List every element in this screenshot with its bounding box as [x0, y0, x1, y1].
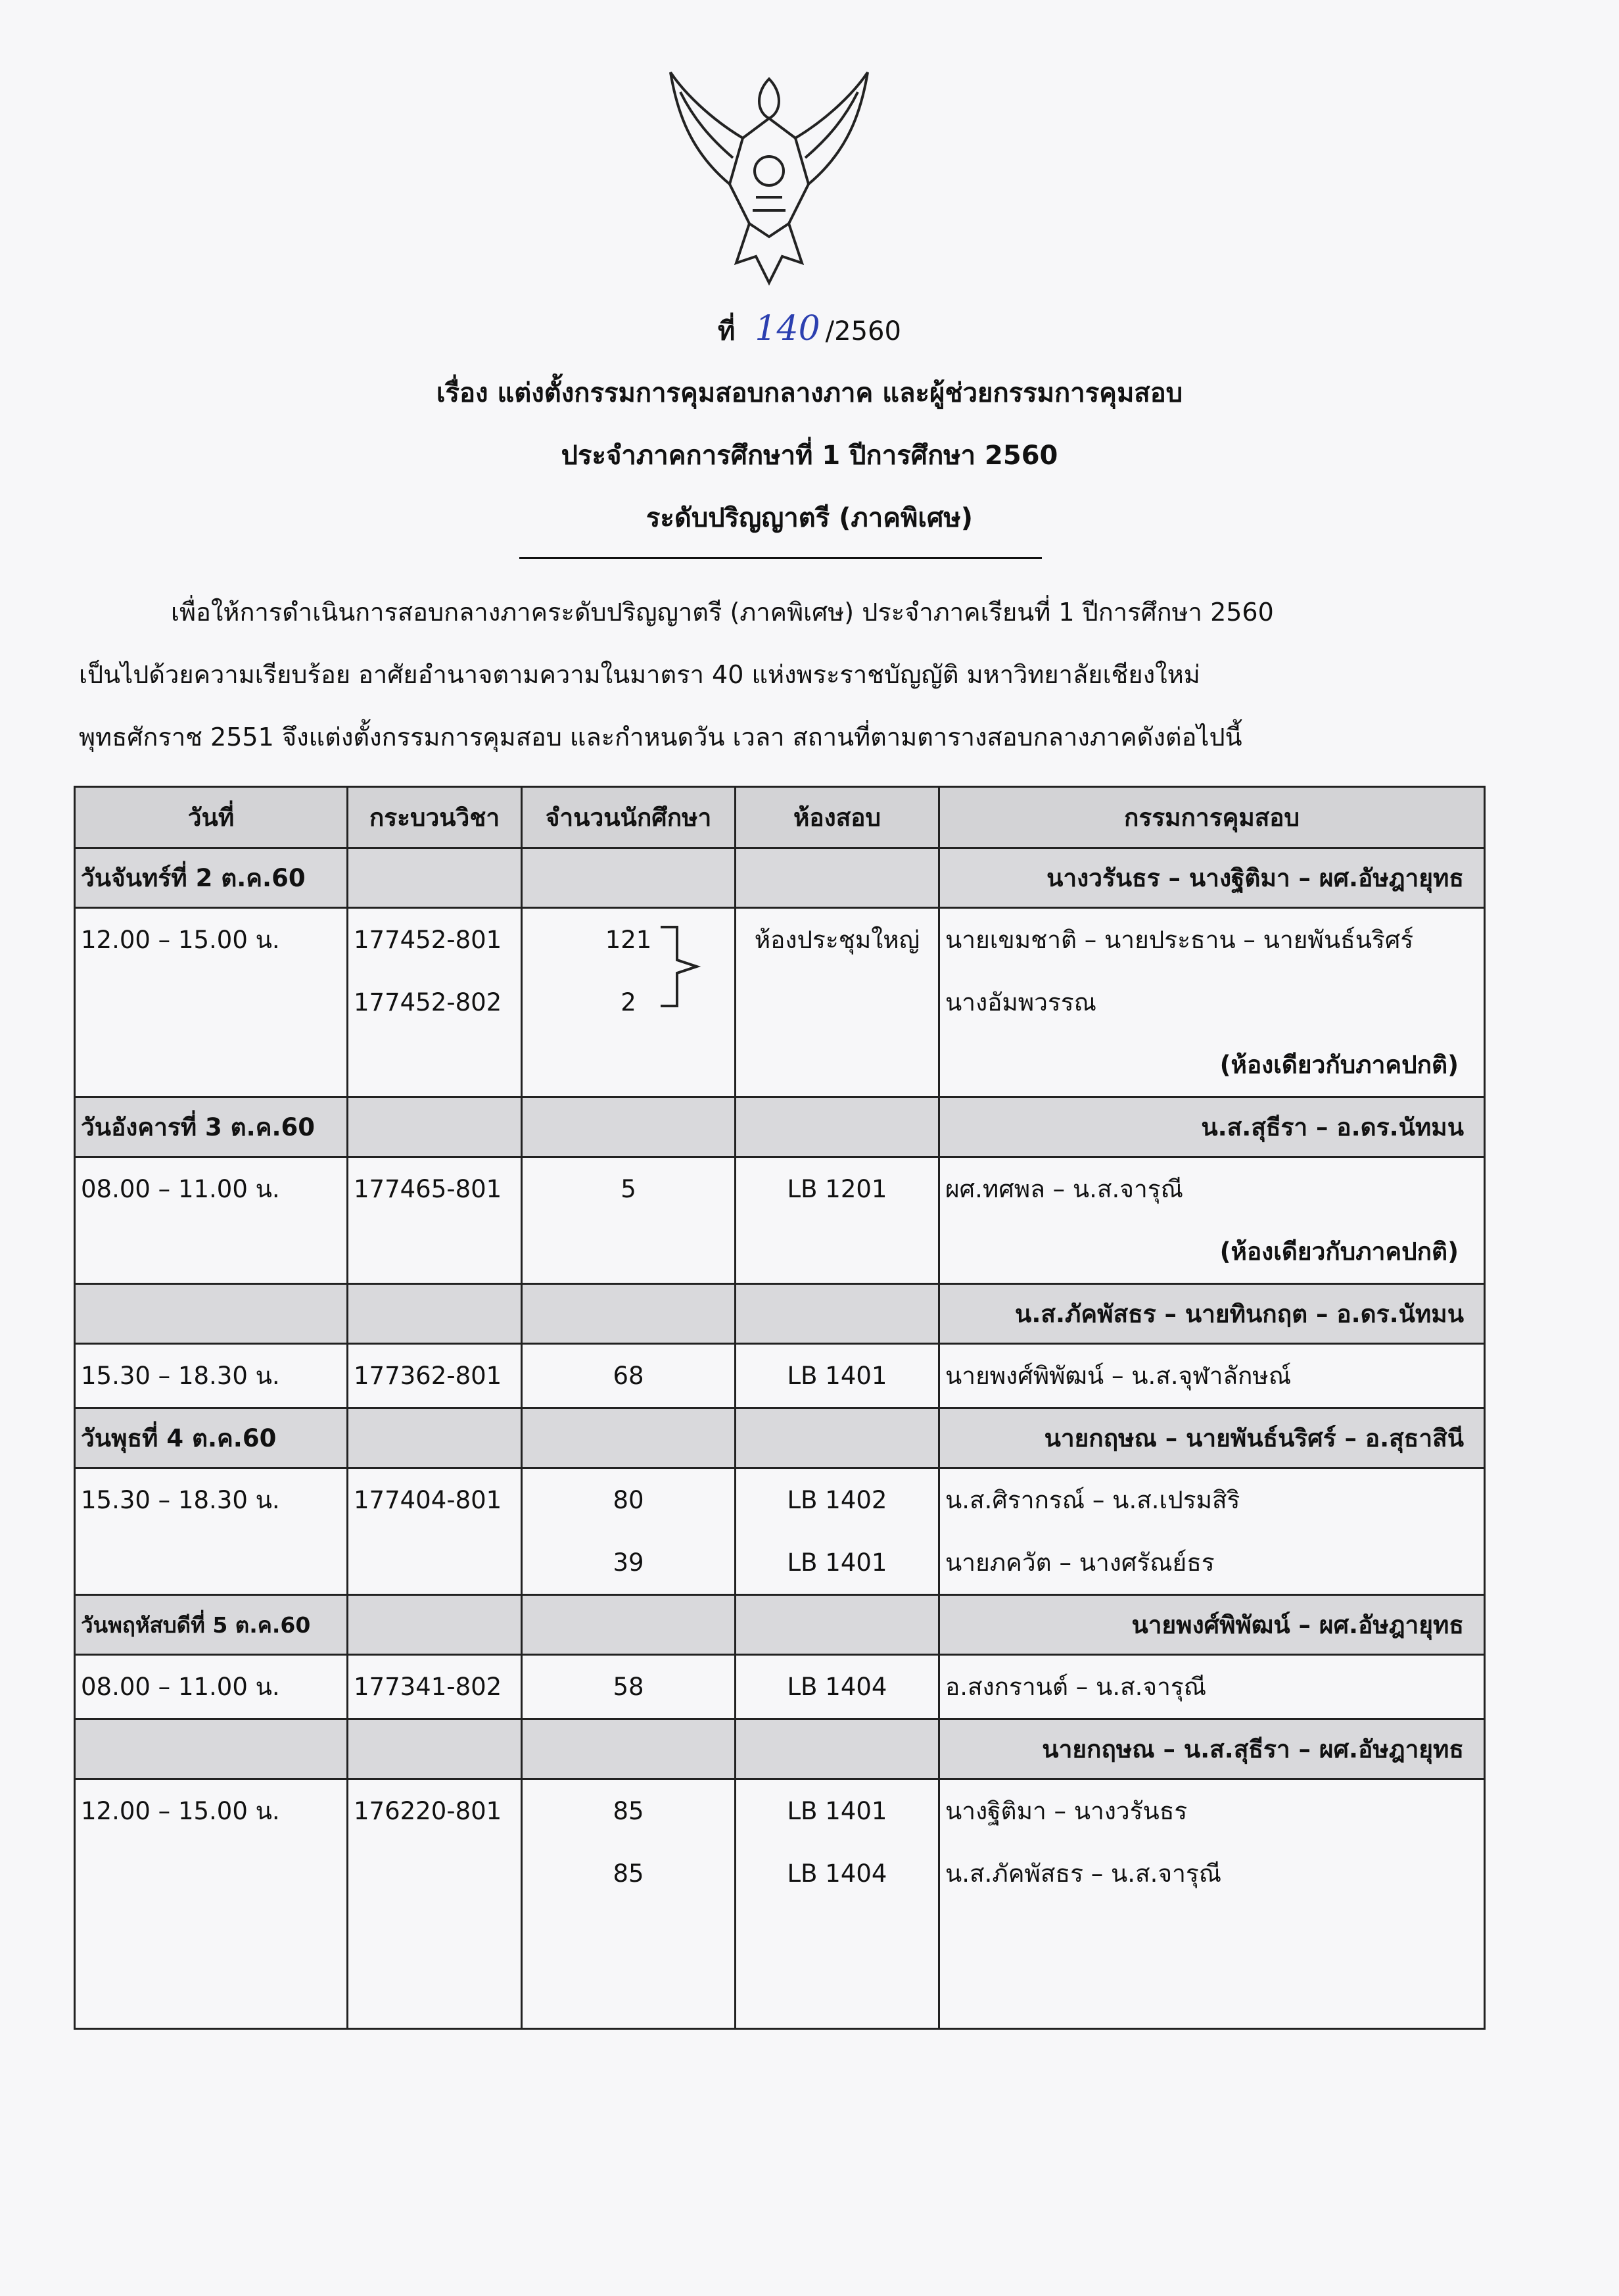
same-room-note: (ห้องเดียวกับภาคปกติ): [1219, 1237, 1459, 1266]
exam-schedule-table: [74, 786, 1486, 2030]
day-row: [75, 1595, 1485, 1655]
grouping-brace-icon: [657, 924, 703, 1009]
subject-title: เรื่อง แต่งตั้งกรรมการคุมสอบกลางภาค และผู้ช่วยกรรมการคุมสอบ: [436, 378, 1183, 408]
day-date: วันพฤหัสบดีที่ 5 ต.ค.60: [75, 1595, 348, 1655]
level-title: ระดับปริญญาตรี (ภาคพิเศษ): [645, 503, 974, 533]
table-header-row: [75, 787, 1485, 848]
student-count: 85: [613, 1859, 644, 1888]
header-course: กระบวนวิชา: [348, 787, 522, 848]
table-row: [75, 1344, 1485, 1408]
doc-no-label: ที่: [718, 316, 736, 347]
course-code: 177404-801: [354, 1486, 502, 1514]
header-date: วันที่: [75, 787, 348, 848]
assistant-proctors: นางอัมพวรรณ: [945, 988, 1096, 1016]
document-number: [0, 309, 1619, 352]
course-code: 177362-801: [354, 1362, 502, 1390]
student-count: 39: [613, 1548, 644, 1577]
assistant-proctors: นายพงศ์พิพัฒน์ – น.ส.จุฬาลักษณ์: [945, 1362, 1292, 1390]
exam-time: 12.00 – 15.00 น.: [81, 926, 280, 954]
course-code: 177452-801: [354, 926, 502, 954]
body-line-2: เป็นไปด้วยความเรียบร้อย อาศัยอำนาจตามความในมาตรา 40 แห่งพระราชบัญญัติ มหาวิทยาลัยเชียงใหม่: [79, 660, 1200, 689]
session-row: [75, 1719, 1485, 1779]
assistant-proctors: นายเขมชาติ – นายประธาน – นายพันธ์นริศร์: [945, 926, 1414, 954]
course-code: 177452-802: [354, 988, 502, 1016]
exam-room: ห้องประชุมใหญ่: [754, 926, 920, 954]
assistant-proctors: ผศ.ทศพล – น.ส.จารุณี: [945, 1175, 1183, 1203]
day-row: [75, 1097, 1485, 1157]
exam-time: 08.00 – 11.00 น.: [81, 1673, 280, 1701]
exam-room: LB 1404: [787, 1859, 887, 1888]
exam-time: 15.30 – 18.30 น.: [81, 1362, 280, 1390]
garuda-emblem-icon: [657, 66, 881, 296]
exam-room: LB 1401: [787, 1362, 887, 1390]
day-proctors: น.ส.สุธีรา – อ.ดร.นัทมน: [939, 1097, 1485, 1157]
student-count: 121: [605, 926, 652, 954]
header-room: ห้องสอบ: [736, 787, 939, 848]
body-line-1: เพื่อให้การดำเนินการสอบกลางภาคระดับปริญญาตรี (ภาคพิเศษ) ประจำภาคเรียนที่ 1 ปีการศึกษา 2560: [171, 598, 1274, 627]
day-proctors: นายกฤษณ – นายพันธ์นริศร์ – อ.สุธาสินี: [939, 1408, 1485, 1468]
table-row: [75, 1655, 1485, 1719]
assistant-proctors: น.ส.ศิรากรณ์ – น.ส.เปรมสิริ: [945, 1486, 1240, 1514]
title-divider: [519, 557, 1042, 559]
doc-no-year: /2560: [825, 316, 901, 347]
course-code: 177465-801: [354, 1175, 502, 1203]
assistant-proctors: นางฐิติมา – นางวรันธร: [945, 1797, 1188, 1825]
table-row: [75, 1157, 1485, 1284]
table-row: [75, 1779, 1485, 2029]
doc-no-handwritten: 140: [755, 309, 820, 348]
exam-room: LB 1401: [787, 1548, 887, 1577]
exam-time: 12.00 – 15.00 น.: [81, 1797, 280, 1825]
header-students: จำนวนนักศึกษา: [522, 787, 736, 848]
semester-title: ประจำภาคการศึกษาที่ 1 ปีการศึกษา 2560: [561, 441, 1058, 471]
exam-room: LB 1201: [787, 1175, 887, 1203]
exam-time: 08.00 – 11.00 น.: [81, 1175, 280, 1203]
exam-time: 15.30 – 18.30 น.: [81, 1486, 280, 1514]
student-count: 58: [613, 1673, 644, 1701]
day-date: วันอังคารที่ 3 ต.ค.60: [75, 1097, 348, 1157]
assistant-proctors: อ.สงกรานต์ – น.ส.จารุณี: [945, 1673, 1207, 1701]
student-count: 85: [613, 1797, 644, 1825]
session-proctors: น.ส.ภัคพัสธร – นายทินกฤต – อ.ดร.นัทมน: [939, 1284, 1485, 1344]
day-date: วันพุธที่ 4 ต.ค.60: [75, 1408, 348, 1468]
exam-room: LB 1401: [787, 1797, 887, 1825]
student-count: 5: [621, 1175, 636, 1203]
session-row: [75, 1284, 1485, 1344]
course-code: 177341-802: [354, 1673, 502, 1701]
same-room-note: (ห้องเดียวกับภาคปกติ): [1219, 1051, 1459, 1079]
student-count: 2: [621, 988, 636, 1016]
table-row: [75, 908, 1485, 1097]
body-line-3: พุทธศักราช 2551 จึงแต่งตั้งกรรมการคุมสอบ และกำหนดวัน เวลา สถานที่ตามตารางสอบกลางภาคดังต่อไปนี้: [79, 723, 1242, 752]
day-date: วันจันทร์ที่ 2 ต.ค.60: [75, 848, 348, 908]
table-row: [75, 1468, 1485, 1595]
day-row: [75, 1408, 1485, 1468]
session-proctors: นายกฤษณ – น.ส.สุธีรา – ผศ.อัษฎายุทธ: [939, 1719, 1485, 1779]
course-code: 176220-801: [354, 1797, 502, 1825]
day-proctors: นายพงศ์พิพัฒน์ – ผศ.อัษฎายุทธ: [939, 1595, 1485, 1655]
exam-room: LB 1404: [787, 1673, 887, 1701]
student-count: 68: [613, 1362, 644, 1390]
day-proctors: นางวรันธร – นางฐิติมา – ผศ.อัษฎายุทธ: [939, 848, 1485, 908]
exam-room: LB 1402: [787, 1486, 887, 1514]
student-count: 80: [613, 1486, 644, 1514]
assistant-proctors: น.ส.ภัคพัสธร – น.ส.จารุณี: [945, 1859, 1222, 1888]
assistant-proctors: นายภควัต – นางศรัณย์ธร: [945, 1548, 1215, 1577]
header-proctors: กรรมการคุมสอบ: [939, 787, 1485, 848]
day-row: [75, 848, 1485, 908]
